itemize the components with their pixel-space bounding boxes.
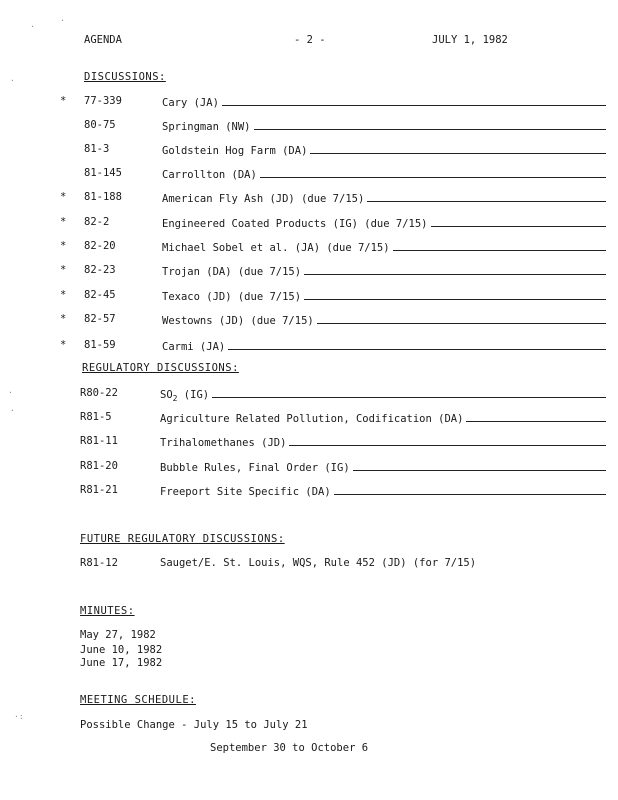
blank-line xyxy=(228,339,606,350)
meeting-schedule-heading: MEETING SCHEDULE: xyxy=(80,694,196,706)
rule-number: R81-21 xyxy=(80,484,118,496)
regulatory-heading: REGULATORY DISCUSSIONS: xyxy=(82,362,239,374)
blank-line xyxy=(254,119,606,130)
priority-star: * xyxy=(60,191,67,203)
docket-title: American Fly Ash (JD) (due 7/15) xyxy=(162,193,365,205)
rule-title: Freeport Site Specific (DA) xyxy=(160,486,331,498)
blank-line xyxy=(222,95,606,106)
rule-title: Bubble Rules, Final Order (IG) xyxy=(160,462,350,474)
discussion-item xyxy=(0,119,618,133)
rule-title: Trihalomethanes (JD) xyxy=(160,437,287,449)
docket-title: Goldstein Hog Farm (DA) xyxy=(162,145,308,157)
regulatory-item xyxy=(0,435,618,449)
docket-number: 81-59 xyxy=(84,339,116,351)
rule-title: $SO_2$ (IG) xyxy=(160,389,210,404)
minutes-heading: MINUTES: xyxy=(80,605,135,617)
docket-number: 82-23 xyxy=(84,264,116,276)
docket-title: Cary (JA) xyxy=(162,97,219,109)
blank-line xyxy=(353,460,606,471)
rule-number: R81-5 xyxy=(80,411,112,423)
discussion-item xyxy=(0,167,618,181)
rule-title: Agriculture Related Pollution, Codification (DA) xyxy=(160,413,464,425)
minutes-date: May 27, 1982 xyxy=(80,629,156,641)
rule-number: R81-20 xyxy=(80,460,118,472)
minutes-date: June 10, 1982 xyxy=(80,644,163,656)
discussion-item xyxy=(0,339,618,353)
priority-star: * xyxy=(60,313,67,325)
docket-title: Michael Sobel et al. (JA) (due 7/15) xyxy=(162,242,390,254)
future-regulatory-heading: FUTURE REGULATORY DISCUSSIONS: xyxy=(80,533,285,545)
scan-speck: · xyxy=(10,76,15,85)
docket-number: 82-2 xyxy=(84,216,110,228)
docket-title: Carmi (JA) xyxy=(162,341,226,353)
docket-title: Engineered Coated Products (IG) (due 7/15) xyxy=(162,218,428,230)
rule-number: R80-22 xyxy=(80,387,118,399)
docket-title: Springman (NW) xyxy=(162,121,251,133)
docket-number: 82-45 xyxy=(84,289,116,301)
discussion-item xyxy=(0,264,618,278)
priority-star: * xyxy=(60,240,67,252)
minutes-date: June 17, 1982 xyxy=(80,657,163,669)
regulatory-item xyxy=(0,387,618,404)
blank-line xyxy=(367,191,606,202)
blank-line xyxy=(334,484,606,495)
scan-speck: · xyxy=(30,22,35,31)
regulatory-item xyxy=(0,460,618,474)
discussion-item xyxy=(0,216,618,230)
blank-line xyxy=(310,143,606,154)
priority-star: * xyxy=(60,216,67,228)
future-regulatory-item xyxy=(0,557,618,571)
blank-line xyxy=(212,387,606,398)
schedule-change-line: September 30 to October 6 xyxy=(210,742,369,754)
scan-speck: · xyxy=(60,16,65,25)
docket-number: 82-57 xyxy=(84,313,116,325)
scan-speck: · xyxy=(8,388,13,397)
blank-line xyxy=(431,216,606,227)
priority-star: * xyxy=(60,95,67,107)
docket-title: Carrollton (DA) xyxy=(162,169,257,181)
blank-line xyxy=(393,240,606,251)
blank-line xyxy=(304,289,606,300)
rule-number: R81-11 xyxy=(80,435,118,447)
discussion-item xyxy=(0,143,618,157)
header-date: JULY 1, 1982 xyxy=(432,34,508,46)
blank-line xyxy=(289,435,606,446)
docket-number: 81-145 xyxy=(84,167,122,179)
discussion-item xyxy=(0,95,618,109)
docket-title: Trojan (DA) (due 7/15) xyxy=(162,266,302,278)
rule-title: Sauget/E. St. Louis, WQS, Rule 452 (JD) (for 7/15) xyxy=(160,557,477,569)
docket-number: 82-20 xyxy=(84,240,116,252)
discussion-item xyxy=(0,191,618,205)
scan-speck: ·: xyxy=(14,712,24,721)
discussion-item xyxy=(0,240,618,254)
scan-speck: · xyxy=(10,406,15,415)
discussion-item xyxy=(0,313,618,327)
schedule-change-line: Possible Change - July 15 to July 21 xyxy=(80,719,308,731)
discussion-item xyxy=(0,289,618,303)
docket-number: 81-188 xyxy=(84,191,122,203)
docket-number: 81-3 xyxy=(84,143,110,155)
priority-star: * xyxy=(60,289,67,301)
docket-number: 80-75 xyxy=(84,119,116,131)
docket-title: Texaco (JD) (due 7/15) xyxy=(162,291,302,303)
blank-line xyxy=(317,313,606,324)
priority-star: * xyxy=(60,339,67,351)
docket-number: 77-339 xyxy=(84,95,122,107)
page-number: - 2 - xyxy=(294,34,326,46)
blank-line xyxy=(466,411,606,422)
priority-star: * xyxy=(60,264,67,276)
docket-title: Westowns (JD) (due 7/15) xyxy=(162,315,314,327)
blank-line xyxy=(260,167,606,178)
regulatory-item xyxy=(0,484,618,498)
rule-number: R81-12 xyxy=(80,557,118,569)
blank-line xyxy=(304,264,606,275)
regulatory-item xyxy=(0,411,618,425)
discussions-heading: DISCUSSIONS: xyxy=(84,71,166,83)
header-agenda: AGENDA xyxy=(84,34,122,46)
